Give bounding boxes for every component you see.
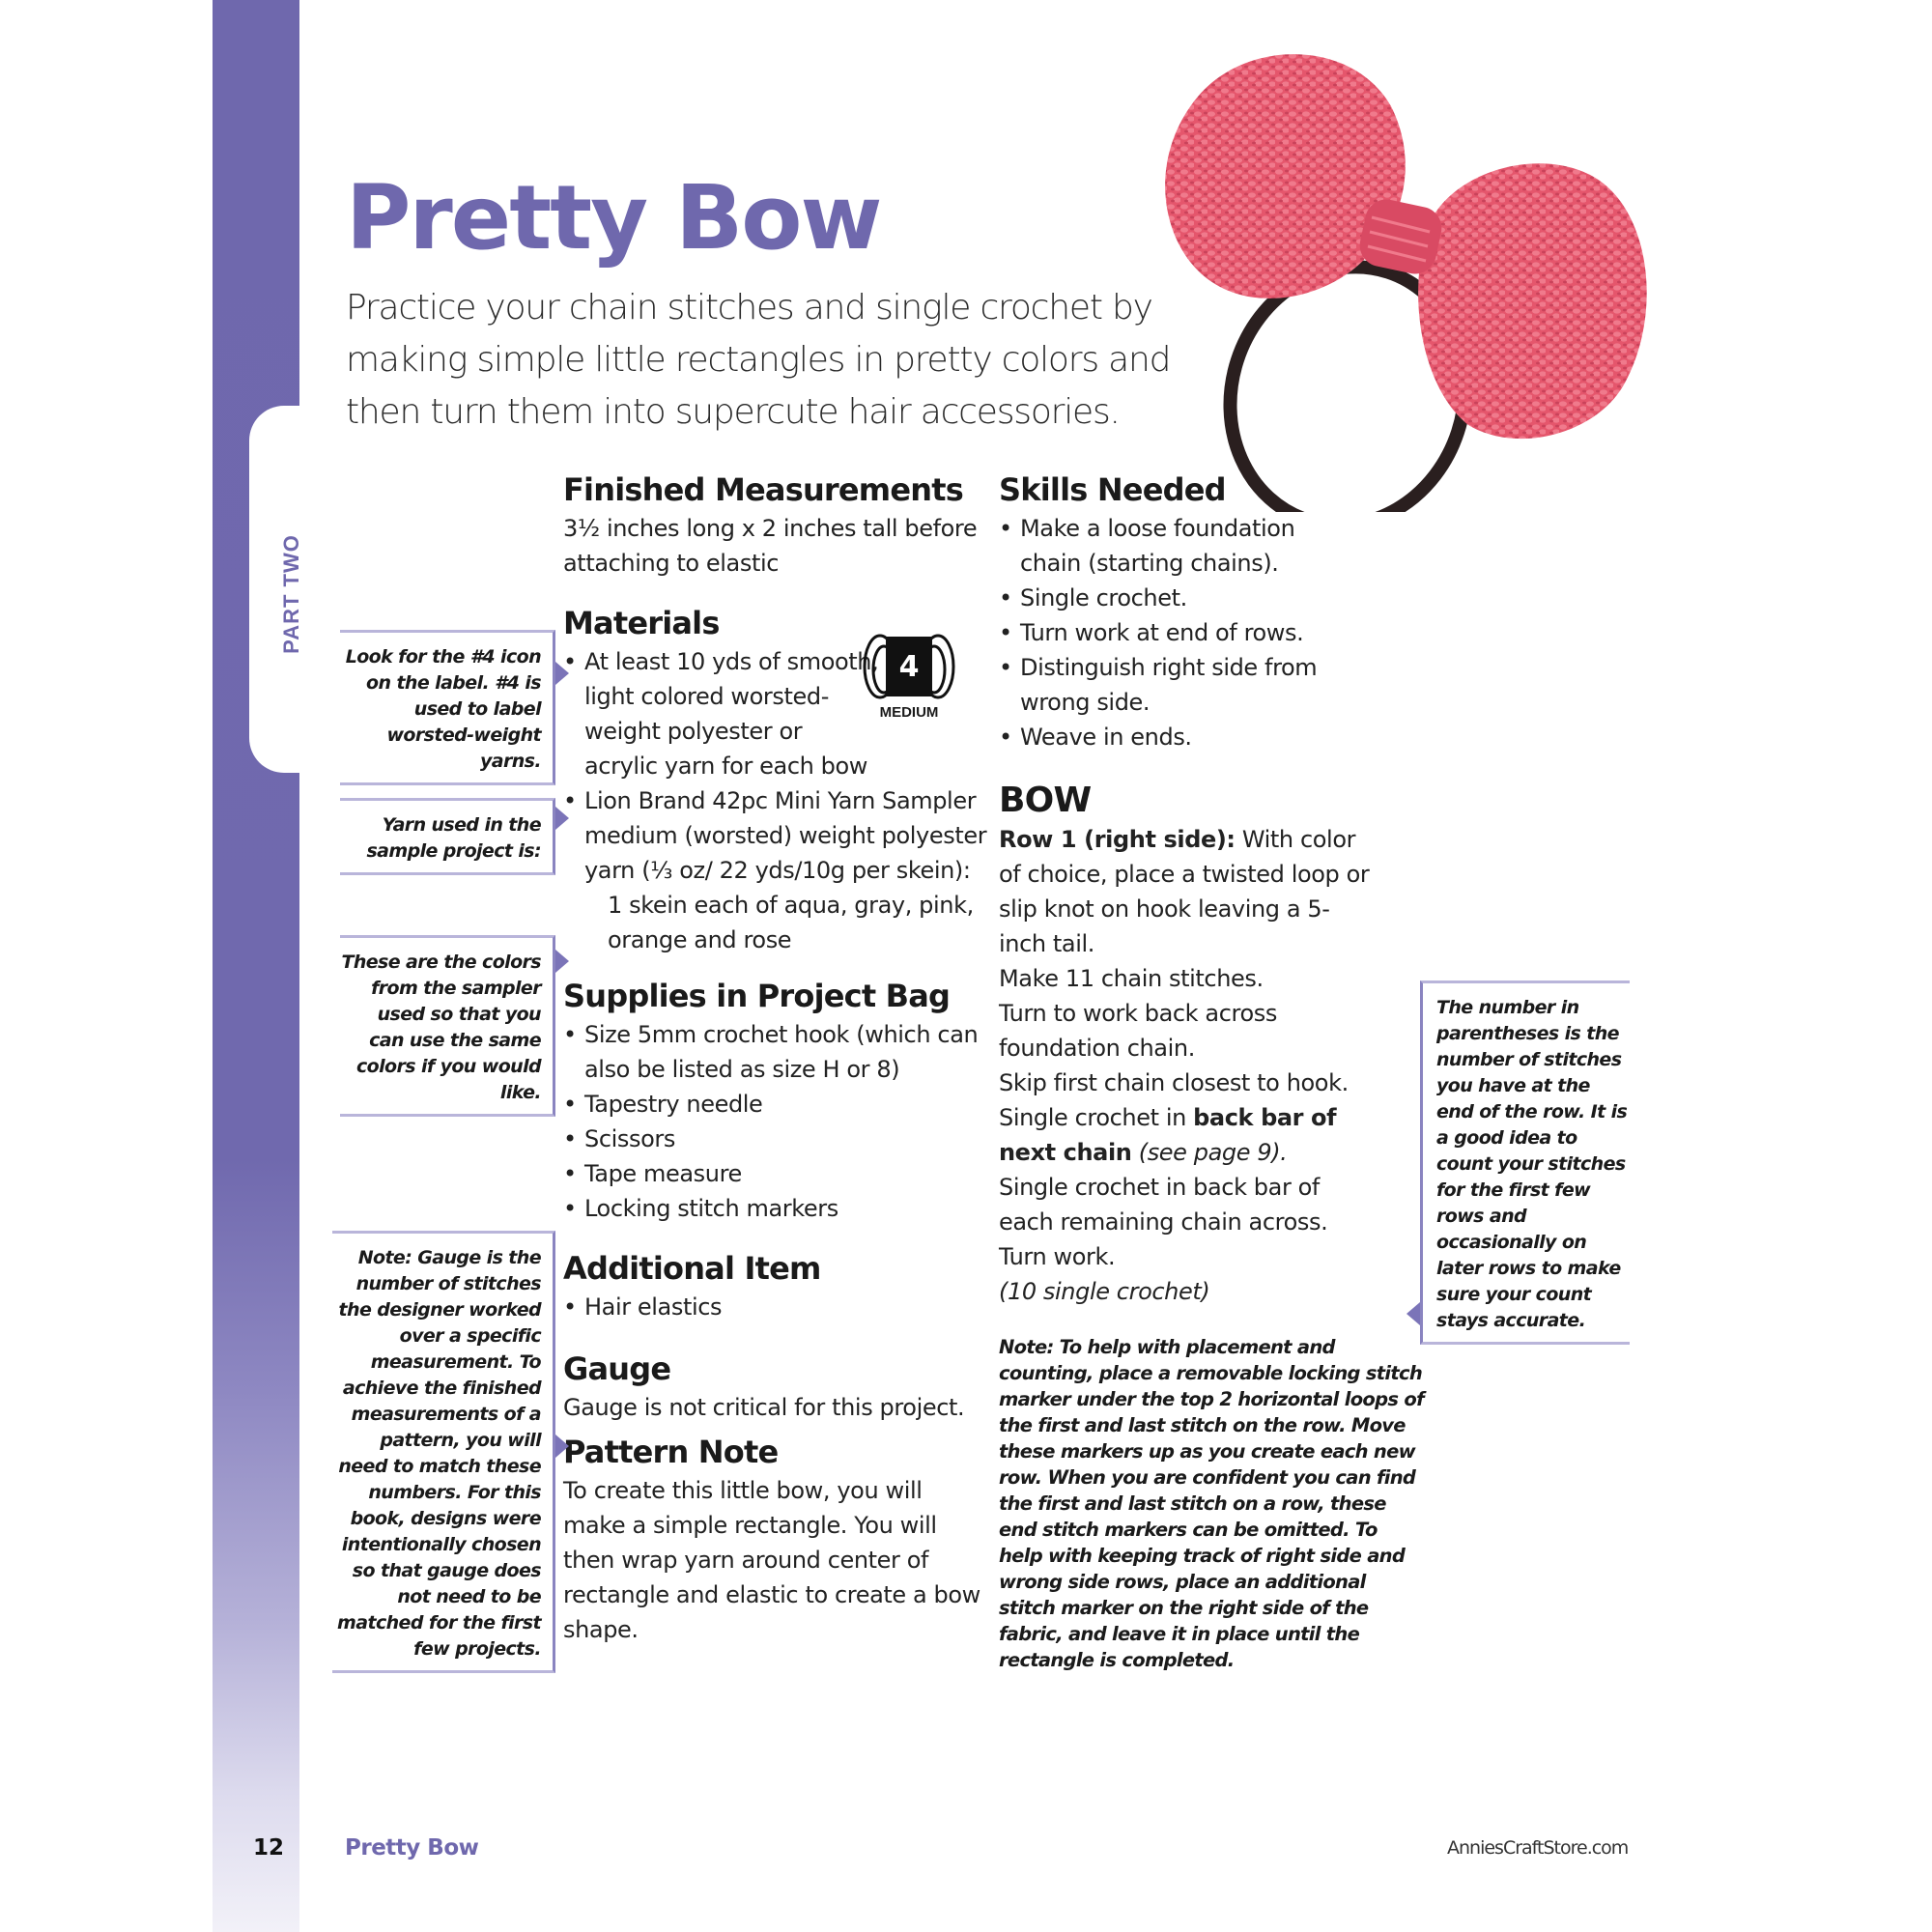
pattern-note-heading: Pattern Note (563, 1434, 779, 1470)
stitch-marker-note: Note: To help with placement and counting, place a removable locking stitch marker under the top 2 horizontal loops of the first and last stitch on the row. Move these markers up as you create each new row. When you are confident you can find the first and last stitch on a row, these end stitch markers can be omitted. To help with keeping track of right side and wrong side rows, place an additional stitch marker on the right side of the fabric, and leave it in place until the rectangle is completed. (999, 1336, 1424, 1671)
skills-item: • Make a loose foundation chain (starting chains). (999, 511, 1318, 581)
bow-section (999, 780, 1424, 1673)
skills-item: • Turn work at end of rows. (999, 615, 1318, 650)
pointer-arrow-icon (555, 807, 569, 830)
section-tab-label: PART TWO (279, 534, 303, 654)
materials-heading: Materials (563, 605, 720, 641)
supplies-list (563, 1017, 988, 1226)
sidebar-band (213, 0, 299, 1932)
intro-text: Practice your chain stitches and single crochet by making simple little rectangles in pretty colors and then turn them into supercute hair accessories. (346, 288, 1171, 432)
supplies-item: • Scissors (563, 1122, 988, 1156)
margin-note-label-icon: Look for the #4 icon on the label. #4 is used to label worsted-weight yarns. (340, 630, 555, 785)
pattern-note-section (563, 1431, 988, 1647)
margin-note-colors: These are the colors from the sampler used so that you can use the same colors if you would like. (340, 935, 555, 1117)
page-number: 12 (253, 1835, 285, 1861)
additional-item: • Hair elastics (563, 1290, 988, 1324)
stitch-count: (10 single crochet) (999, 1278, 1210, 1305)
page-title: Pretty Bow (346, 166, 881, 270)
supplies-item: • Size 5mm crochet hook (which can also be listed as size H or 8) (563, 1017, 988, 1087)
bow-step-single-crochet: Single crochet in back bar of next chain (see page 9). (999, 1104, 1337, 1166)
skills-section (999, 469, 1405, 754)
gauge-section (563, 1348, 988, 1425)
supplies-item: • Tape measure (563, 1156, 988, 1191)
materials-subitem: 1 skein each of aqua, gray, pink, orange and rose (608, 892, 974, 953)
bow-right-loop (1418, 163, 1647, 439)
supplies-heading: Supplies in Project Bag (563, 978, 951, 1014)
pointer-arrow-icon (1406, 1302, 1420, 1325)
margin-note-sample-yarn: Yarn used in the sample project is: (340, 798, 555, 875)
instructions-column (999, 469, 1424, 1692)
pattern-note-text: To create this little bow, you will make a simple rectangle. You will then wrap yarn around center of rectangle and elastic to create a bow shape. (563, 1477, 980, 1643)
yarn-weight-label: MEDIUM (879, 704, 939, 721)
finished-measurements-section (563, 469, 988, 581)
supplies-item: • Locking stitch markers (563, 1191, 988, 1226)
margin-note-stitch-count: The number in parentheses is the number of stitches you have at the end of the row. It is a good idea to count your stitches for the first few rows and occasionally on later rows to make sure your count stays accurate. (1420, 980, 1630, 1345)
skills-item: • Weave in ends. (999, 720, 1318, 754)
additional-section (563, 1247, 988, 1324)
additional-list (563, 1290, 988, 1324)
supplies-item: • Tapestry needle (563, 1087, 988, 1122)
yarn-weight-number: 4 (898, 650, 920, 684)
margin-note-gauge: Note: Gauge is the number of stitches the designer worked over a specific measurement. To achieve the finished measurements of a pattern, you will need to match these numbers. For this book, designs were intentionally chosen so that gauge does not need to be matched for the first few projects. (332, 1231, 555, 1673)
bow-step: Make 11 chain stitches. (999, 965, 1264, 992)
finished-measurements-text: 3½ inches long x 2 inches tall before attaching to elastic (563, 515, 978, 577)
bow-row1: Row 1 (right side): With color of choice, place a twisted loop or slip knot on hook leaving a 5-inch tail. (999, 826, 1370, 957)
footer-website: AnniesCraftStore.com (1447, 1837, 1629, 1859)
yarn-weight-icon (863, 633, 955, 722)
footer-title: Pretty Bow (345, 1835, 479, 1861)
gauge-text: Gauge is not critical for this project. (563, 1394, 965, 1421)
bow-heading: BOW (999, 781, 1092, 820)
additional-heading: Additional Item (563, 1250, 821, 1287)
materials-item: • Lion Brand 42pc Mini Yarn Sampler medium (worsted) weight polyester yarn (⅓ oz/ 22 yds/10g per skein): (563, 783, 988, 888)
finished-measurements-heading: Finished Measurements (563, 471, 963, 508)
bow-photo (1140, 29, 1739, 512)
pointer-arrow-icon (555, 662, 569, 685)
bow-step: Skip first chain closest to hook. (999, 1069, 1349, 1096)
bow-step: Turn work. (999, 1243, 1116, 1270)
materials-item: • At least 10 yds of smooth, light colored worsted-weight polyester or acrylic yarn for each bow (563, 644, 988, 783)
pointer-arrow-icon (555, 1435, 569, 1458)
pointer-arrow-icon (555, 950, 569, 973)
bow-step: Single crochet in back bar of each remaining chain across. (999, 1174, 1328, 1236)
skills-item: • Single crochet. (999, 581, 1318, 615)
skills-heading: Skills Needed (999, 471, 1226, 508)
skills-list (999, 511, 1318, 754)
skills-item: • Distinguish right side from wrong side. (999, 650, 1318, 720)
supplies-section (563, 975, 988, 1226)
bow-step: Turn to work back across foundation chain. (999, 1000, 1277, 1062)
gauge-heading: Gauge (563, 1350, 671, 1387)
